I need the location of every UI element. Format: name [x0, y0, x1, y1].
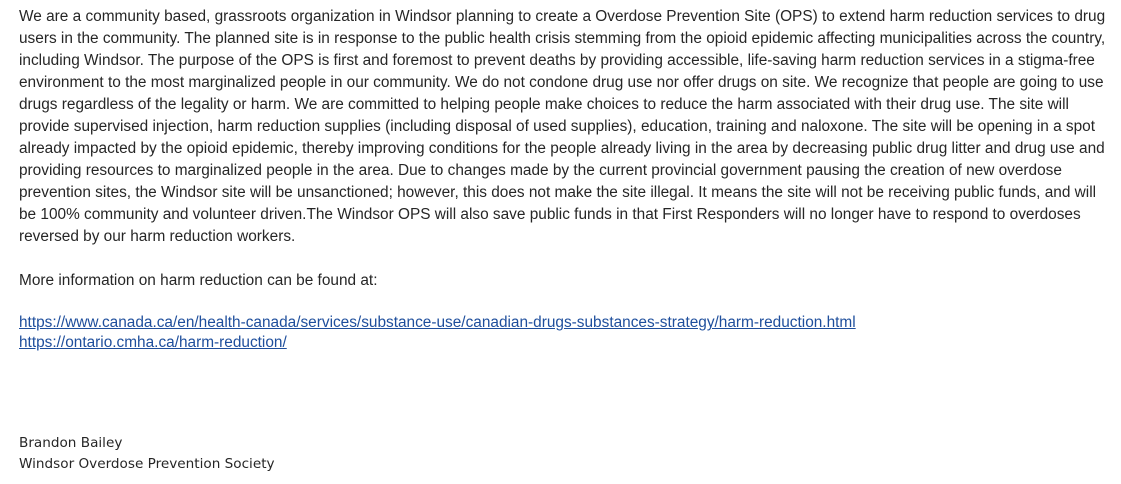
signature-organization: Windsor Overdose Prevention Society [19, 456, 275, 472]
more-info-text: More information on harm reduction can be found at: [19, 272, 378, 289]
link-list [19, 313, 1114, 353]
link-health-canada-harm-reduction[interactable]: https://www.canada.ca/en/health-canada/services/substance-use/canadian-drugs-substances-strategy/harm-reduction.html [19, 314, 856, 331]
document-body [19, 6, 1114, 353]
signature-block [19, 433, 275, 475]
signature-name: Brandon Bailey [19, 435, 123, 451]
link-cmha-harm-reduction[interactable]: https://ontario.cmha.ca/harm-reduction/ [19, 334, 287, 351]
main-paragraph: We are a community based, grassroots organization in Windsor planning to create a Overdose Prevention Site (OPS) to extend harm reduction services to drug users in the community. The planned site is in response to the public health crisis stemming from the opioid epidemic affecting municipalities across the country, including Windsor. The purpose of the OPS is first and foremost to prevent deaths by providing accessible, life-saving harm reduction services in a stigma-free environment to the most marginalized people in our community. We do not condone drug use nor offer drugs on site. We recognize that people are going to use drugs regardless of the legality or harm. We are committed to helping people make choices to reduce the harm associated with their drug use. The site will provide supervised injection, harm reduction supplies (including disposal of used supplies), education, training and naloxone. The site will be opening in a spot already impacted by the opioid epidemic, thereby improving conditions for the people already living in the area by decreasing public drug litter and drug use and providing resources to marginalized people in the area. Due to changes made by the current provincial government pausing the creation of new overdose prevention sites, the Windsor site will be unsanctioned; however, this does not make the site illegal. It means the site will not be receiving public funds, and will be 100% community and volunteer driven.The Windsor OPS will also save public funds in that First Responders will no longer have to respond to overdoses reversed by our harm reduction workers. [19, 8, 1106, 245]
